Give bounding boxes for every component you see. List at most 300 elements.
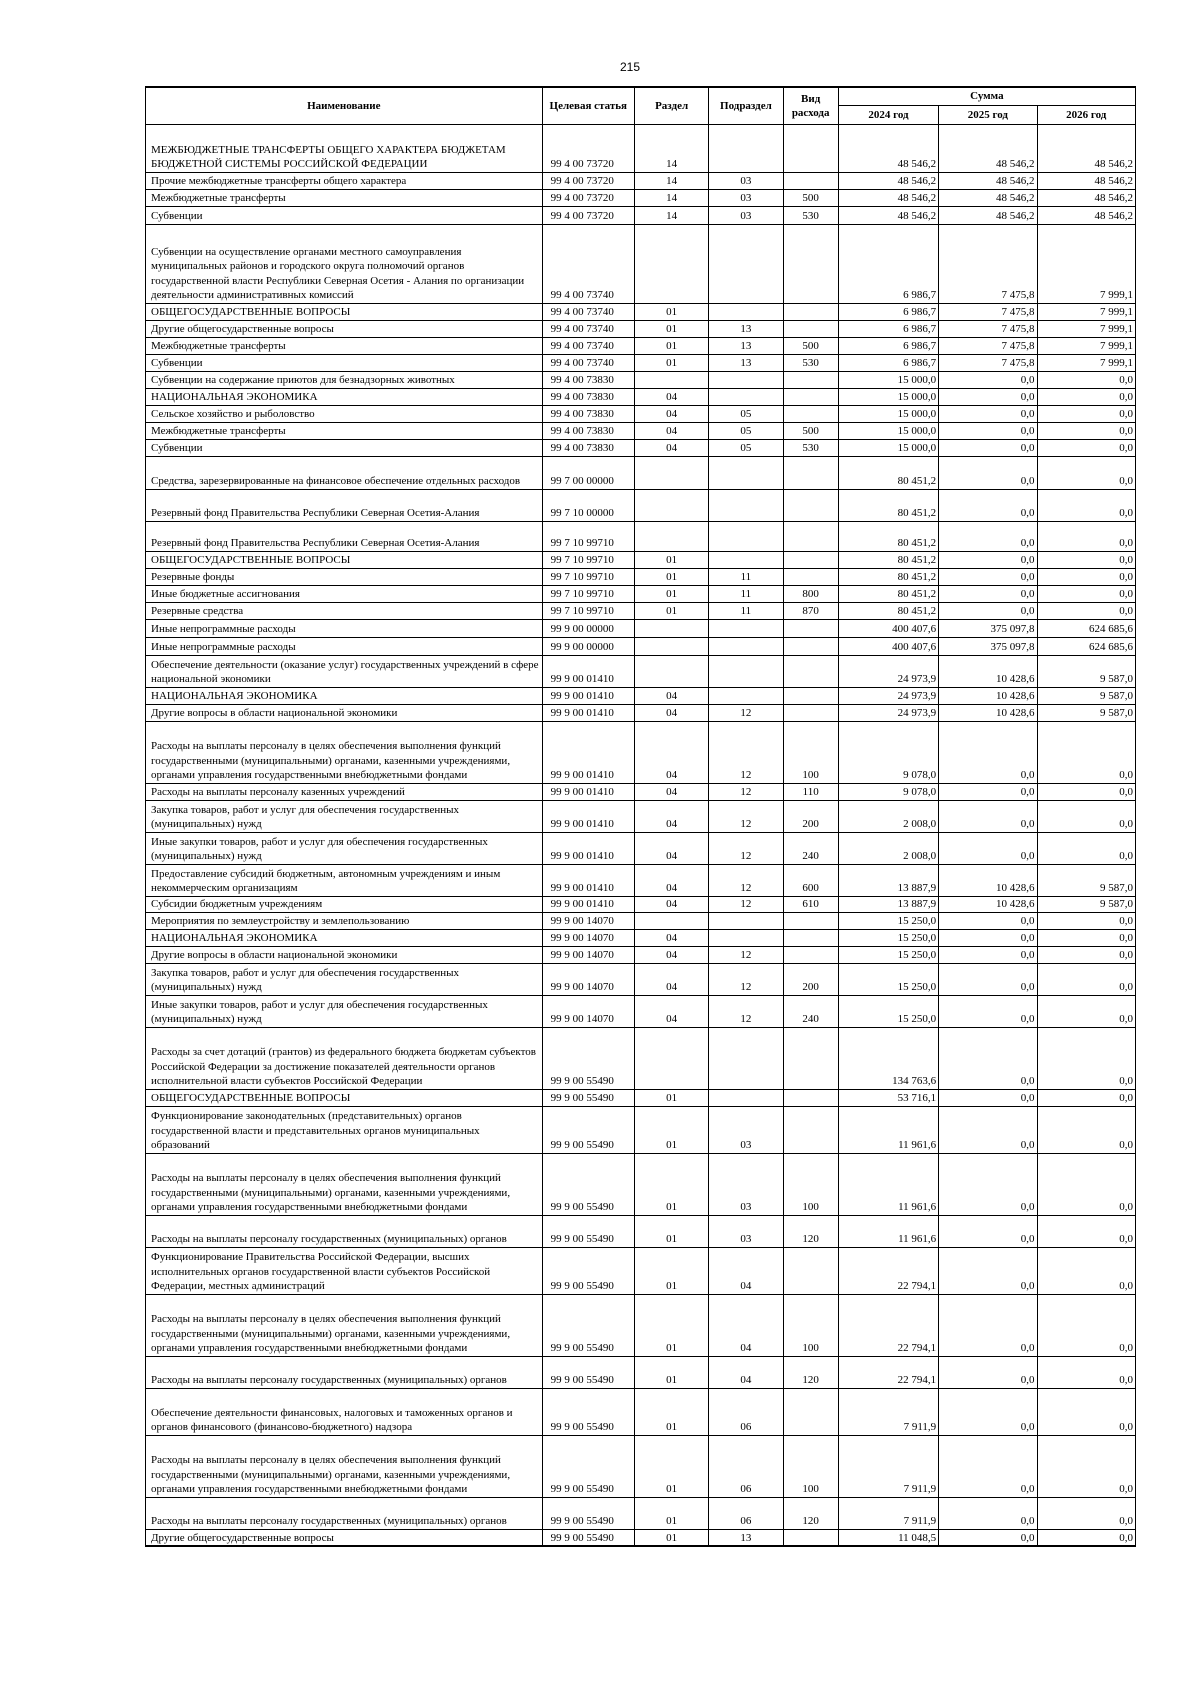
- row-name: Сельское хозяйство и рыболовство: [146, 405, 543, 422]
- table-row: [146, 1435, 1136, 1497]
- row-name: Расходы за счет дотаций (грантов) из федерального бюджета бюджетам субъектов Российской Федерации за достижение показателей деятельности органов исполнительной власти субъектов Российской Федерации: [146, 1027, 543, 1089]
- row-amount-2026: 0,0: [1037, 1529, 1135, 1546]
- row-expense-kind: [783, 1388, 838, 1435]
- row-name: Закупка товаров, работ и услуг для обеспечения государственных (муниципальных) нужд: [146, 963, 543, 995]
- row-target-article: 99 9 00 14070: [542, 912, 634, 929]
- row-section: 01: [634, 337, 708, 354]
- row-target-article: 99 9 00 55490: [542, 1215, 634, 1247]
- row-subsection: [709, 371, 783, 388]
- row-name: Предоставление субсидий бюджетным, автономным учреждениям и иным некоммерческим организациям: [146, 864, 543, 896]
- header-sum: Сумма: [838, 87, 1135, 105]
- table-row: [146, 619, 1136, 637]
- row-expense-kind: 600: [783, 864, 838, 896]
- row-expense-kind: [783, 303, 838, 320]
- row-target-article: 99 4 00 73740: [542, 354, 634, 371]
- row-section: 01: [634, 1497, 708, 1529]
- table-row: [146, 489, 1136, 521]
- row-amount-2026: 48 546,2: [1037, 189, 1135, 206]
- row-section: 04: [634, 783, 708, 800]
- row-expense-kind: 100: [783, 1294, 838, 1356]
- row-section: 01: [634, 1356, 708, 1388]
- row-section: 14: [634, 172, 708, 189]
- row-subsection: [709, 619, 783, 637]
- row-amount-2025: 0,0: [939, 1435, 1037, 1497]
- row-subsection: 11: [709, 585, 783, 602]
- row-amount-2026: 0,0: [1037, 1247, 1135, 1294]
- row-target-article: 99 4 00 73720: [542, 206, 634, 224]
- row-section: 04: [634, 800, 708, 832]
- row-expense-kind: [783, 388, 838, 405]
- row-section: 01: [634, 551, 708, 568]
- table-row: [146, 1294, 1136, 1356]
- row-section: 04: [634, 832, 708, 864]
- row-amount-2025: 0,0: [939, 783, 1037, 800]
- row-name: Расходы на выплаты персоналу в целях обеспечения выполнения функций государственными (муниципальными) органами, казенными учреждениями, органами управления государственными внебюджетными фондами: [146, 1435, 543, 1497]
- row-amount-2025: 0,0: [939, 721, 1037, 783]
- row-name: Иные непрограммные расходы: [146, 637, 543, 655]
- row-amount-2024: 15 000,0: [838, 405, 938, 422]
- row-amount-2024: 7 911,9: [838, 1388, 938, 1435]
- row-amount-2026: 7 999,1: [1037, 337, 1135, 354]
- row-expense-kind: 530: [783, 439, 838, 456]
- row-section: 14: [634, 206, 708, 224]
- row-amount-2026: 0,0: [1037, 422, 1135, 439]
- row-amount-2024: 13 887,9: [838, 896, 938, 912]
- row-name: Межбюджетные трансферты: [146, 337, 543, 354]
- row-target-article: 99 9 00 01410: [542, 800, 634, 832]
- row-amount-2025: 0,0: [939, 912, 1037, 929]
- row-subsection: 13: [709, 1529, 783, 1546]
- row-amount-2024: 80 451,2: [838, 602, 938, 619]
- row-section: 01: [634, 1106, 708, 1153]
- row-amount-2025: 0,0: [939, 963, 1037, 995]
- header-name: Наименование: [146, 87, 543, 124]
- row-expense-kind: [783, 456, 838, 489]
- row-amount-2024: 15 250,0: [838, 929, 938, 946]
- row-amount-2024: 2 008,0: [838, 832, 938, 864]
- header-subsection: Подраздел: [709, 87, 783, 124]
- row-amount-2026: 7 999,1: [1037, 224, 1135, 303]
- row-expense-kind: 500: [783, 337, 838, 354]
- table-row: [146, 995, 1136, 1027]
- row-amount-2025: 0,0: [939, 1089, 1037, 1106]
- row-name: Функционирование Правительства Российской Федерации, высших исполнительных органов государственной власти субъектов Российской Федерации, местных администраций: [146, 1247, 543, 1294]
- row-section: 04: [634, 422, 708, 439]
- row-section: 01: [634, 568, 708, 585]
- table-row: [146, 224, 1136, 303]
- row-amount-2026: 0,0: [1037, 388, 1135, 405]
- row-target-article: 99 4 00 73830: [542, 405, 634, 422]
- row-expense-kind: [783, 1106, 838, 1153]
- row-target-article: 99 9 00 01410: [542, 783, 634, 800]
- row-target-article: 99 9 00 14070: [542, 946, 634, 963]
- row-expense-kind: 120: [783, 1215, 838, 1247]
- table-row: [146, 783, 1136, 800]
- row-amount-2025: 0,0: [939, 521, 1037, 551]
- table-row: [146, 1215, 1136, 1247]
- table-header: [146, 87, 1136, 124]
- row-amount-2024: 48 546,2: [838, 206, 938, 224]
- row-expense-kind: [783, 320, 838, 337]
- row-name: Субвенции: [146, 206, 543, 224]
- row-amount-2026: 0,0: [1037, 963, 1135, 995]
- row-amount-2025: 0,0: [939, 1497, 1037, 1529]
- row-amount-2024: 9 078,0: [838, 721, 938, 783]
- row-name: Межбюджетные трансферты: [146, 189, 543, 206]
- row-amount-2026: 48 546,2: [1037, 124, 1135, 172]
- row-amount-2026: 0,0: [1037, 929, 1135, 946]
- row-section: 01: [634, 354, 708, 371]
- row-amount-2024: 15 250,0: [838, 995, 938, 1027]
- row-section: 01: [634, 1294, 708, 1356]
- table-row: [146, 963, 1136, 995]
- row-subsection: 04: [709, 1247, 783, 1294]
- row-name: Иные закупки товаров, работ и услуг для обеспечения государственных (муниципальных) нужд: [146, 995, 543, 1027]
- row-amount-2024: 80 451,2: [838, 489, 938, 521]
- row-subsection: 12: [709, 704, 783, 721]
- row-target-article: 99 7 10 99710: [542, 551, 634, 568]
- row-section: 01: [634, 1529, 708, 1546]
- row-amount-2026: 7 999,1: [1037, 303, 1135, 320]
- row-amount-2024: 7 911,9: [838, 1497, 938, 1529]
- row-subsection: 11: [709, 568, 783, 585]
- row-amount-2024: 15 000,0: [838, 422, 938, 439]
- table-row: [146, 896, 1136, 912]
- row-amount-2026: 0,0: [1037, 912, 1135, 929]
- row-name: Резервные средства: [146, 602, 543, 619]
- row-section: 04: [634, 946, 708, 963]
- table-row: [146, 721, 1136, 783]
- row-amount-2024: 24 973,9: [838, 704, 938, 721]
- row-expense-kind: [783, 704, 838, 721]
- row-subsection: 05: [709, 422, 783, 439]
- row-target-article: 99 4 00 73740: [542, 320, 634, 337]
- row-target-article: 99 9 00 00000: [542, 619, 634, 637]
- row-amount-2026: 0,0: [1037, 551, 1135, 568]
- row-amount-2025: 48 546,2: [939, 206, 1037, 224]
- row-amount-2026: 0,0: [1037, 832, 1135, 864]
- row-amount-2026: 0,0: [1037, 456, 1135, 489]
- row-target-article: 99 9 00 00000: [542, 637, 634, 655]
- row-target-article: 99 9 00 55490: [542, 1388, 634, 1435]
- row-section: 04: [634, 721, 708, 783]
- table-row: [146, 864, 1136, 896]
- row-subsection: 03: [709, 206, 783, 224]
- row-amount-2024: 6 986,7: [838, 224, 938, 303]
- row-name: Субсидии бюджетным учреждениям: [146, 896, 543, 912]
- row-section: 01: [634, 1388, 708, 1435]
- row-amount-2024: 6 986,7: [838, 337, 938, 354]
- row-target-article: 99 9 00 55490: [542, 1529, 634, 1546]
- row-amount-2026: 0,0: [1037, 800, 1135, 832]
- row-target-article: 99 7 10 99710: [542, 585, 634, 602]
- table-row: [146, 371, 1136, 388]
- row-name: Расходы на выплаты персоналу государственных (муниципальных) органов: [146, 1497, 543, 1529]
- row-amount-2025: 0,0: [939, 422, 1037, 439]
- row-expense-kind: [783, 655, 838, 687]
- row-subsection: [709, 224, 783, 303]
- row-target-article: 99 9 00 55490: [542, 1027, 634, 1089]
- row-amount-2026: 9 587,0: [1037, 655, 1135, 687]
- row-subsection: 13: [709, 320, 783, 337]
- row-amount-2025: 0,0: [939, 489, 1037, 521]
- row-target-article: 99 9 00 01410: [542, 832, 634, 864]
- table-row: [146, 912, 1136, 929]
- row-expense-kind: [783, 489, 838, 521]
- row-amount-2026: 0,0: [1037, 405, 1135, 422]
- table-row: [146, 704, 1136, 721]
- row-name: Расходы на выплаты персоналу в целях обеспечения выполнения функций государственными (муниципальными) органами, казенными учреждениями, органами управления государственными внебюджетными фондами: [146, 1294, 543, 1356]
- header-kind: Вид расхода: [783, 87, 838, 124]
- row-expense-kind: [783, 224, 838, 303]
- row-amount-2025: 7 475,8: [939, 337, 1037, 354]
- row-subsection: 12: [709, 946, 783, 963]
- row-name: Межбюджетные трансферты: [146, 422, 543, 439]
- row-subsection: 13: [709, 354, 783, 371]
- table-row: [146, 1247, 1136, 1294]
- row-expense-kind: [783, 568, 838, 585]
- row-subsection: [709, 388, 783, 405]
- row-subsection: 12: [709, 832, 783, 864]
- table-row: [146, 189, 1136, 206]
- row-target-article: 99 7 10 00000: [542, 489, 634, 521]
- table-row: [146, 521, 1136, 551]
- row-target-article: 99 7 10 99710: [542, 602, 634, 619]
- table-row: [146, 946, 1136, 963]
- row-amount-2025: 48 546,2: [939, 189, 1037, 206]
- row-target-article: 99 4 00 73830: [542, 371, 634, 388]
- table-row: [146, 800, 1136, 832]
- row-amount-2024: 80 451,2: [838, 551, 938, 568]
- row-subsection: [709, 124, 783, 172]
- row-expense-kind: 870: [783, 602, 838, 619]
- row-amount-2025: 0,0: [939, 1215, 1037, 1247]
- row-target-article: 99 9 00 01410: [542, 896, 634, 912]
- row-section: [634, 637, 708, 655]
- row-name: Субвенции на содержание приютов для безнадзорных животных: [146, 371, 543, 388]
- row-amount-2025: 0,0: [939, 995, 1037, 1027]
- row-amount-2024: 15 250,0: [838, 946, 938, 963]
- row-amount-2024: 80 451,2: [838, 521, 938, 551]
- table-row: [146, 405, 1136, 422]
- row-amount-2026: 0,0: [1037, 1106, 1135, 1153]
- row-subsection: 12: [709, 800, 783, 832]
- row-amount-2024: 11 961,6: [838, 1153, 938, 1215]
- row-expense-kind: 530: [783, 206, 838, 224]
- row-amount-2025: 0,0: [939, 929, 1037, 946]
- row-subsection: [709, 637, 783, 655]
- row-subsection: [709, 929, 783, 946]
- row-amount-2026: 9 587,0: [1037, 864, 1135, 896]
- row-amount-2025: 0,0: [939, 1106, 1037, 1153]
- table-row: [146, 1388, 1136, 1435]
- row-name: Расходы на выплаты персоналу в целях обеспечения выполнения функций государственными (муниципальными) органами, казенными учреждениями, органами управления государственными внебюджетными фондами: [146, 721, 543, 783]
- row-subsection: [709, 489, 783, 521]
- row-subsection: [709, 655, 783, 687]
- table-row: [146, 337, 1136, 354]
- row-amount-2025: 0,0: [939, 800, 1037, 832]
- row-target-article: 99 4 00 73830: [542, 439, 634, 456]
- row-subsection: 06: [709, 1388, 783, 1435]
- row-amount-2026: 624 685,6: [1037, 619, 1135, 637]
- row-target-article: 99 4 00 73830: [542, 388, 634, 405]
- row-section: 01: [634, 303, 708, 320]
- header-year-2026: 2026 год: [1037, 105, 1135, 124]
- row-amount-2025: 0,0: [939, 1027, 1037, 1089]
- row-expense-kind: 800: [783, 585, 838, 602]
- row-amount-2025: 10 428,6: [939, 655, 1037, 687]
- row-expense-kind: [783, 551, 838, 568]
- row-expense-kind: 120: [783, 1497, 838, 1529]
- row-name: НАЦИОНАЛЬНАЯ ЭКОНОМИКА: [146, 388, 543, 405]
- row-target-article: 99 9 00 01410: [542, 864, 634, 896]
- row-target-article: 99 7 10 99710: [542, 568, 634, 585]
- row-target-article: 99 9 00 55490: [542, 1153, 634, 1215]
- table-row: [146, 1153, 1136, 1215]
- row-name: Расходы на выплаты персоналу государственных (муниципальных) органов: [146, 1356, 543, 1388]
- row-subsection: [709, 456, 783, 489]
- row-expense-kind: [783, 371, 838, 388]
- row-amount-2024: 15 000,0: [838, 439, 938, 456]
- row-expense-kind: [783, 637, 838, 655]
- table-row: [146, 124, 1136, 172]
- row-amount-2025: 10 428,6: [939, 704, 1037, 721]
- row-target-article: 99 4 00 73740: [542, 337, 634, 354]
- row-expense-kind: [783, 172, 838, 189]
- row-name: Иные закупки товаров, работ и услуг для обеспечения государственных (муниципальных) нужд: [146, 832, 543, 864]
- row-amount-2026: 624 685,6: [1037, 637, 1135, 655]
- row-amount-2026: 48 546,2: [1037, 206, 1135, 224]
- row-amount-2026: 0,0: [1037, 1294, 1135, 1356]
- row-subsection: [709, 1027, 783, 1089]
- row-amount-2024: 7 911,9: [838, 1435, 938, 1497]
- row-amount-2025: 0,0: [939, 602, 1037, 619]
- row-target-article: 99 7 10 99710: [542, 521, 634, 551]
- table-row: [146, 1089, 1136, 1106]
- row-amount-2025: 7 475,8: [939, 224, 1037, 303]
- row-amount-2026: 0,0: [1037, 585, 1135, 602]
- table-row: [146, 637, 1136, 655]
- row-amount-2026: 7 999,1: [1037, 320, 1135, 337]
- row-section: 04: [634, 963, 708, 995]
- row-target-article: 99 9 00 55490: [542, 1247, 634, 1294]
- row-expense-kind: [783, 124, 838, 172]
- row-expense-kind: 200: [783, 800, 838, 832]
- row-name: ОБЩЕГОСУДАРСТВЕННЫЕ ВОПРОСЫ: [146, 551, 543, 568]
- row-amount-2026: 0,0: [1037, 946, 1135, 963]
- row-amount-2025: 0,0: [939, 1153, 1037, 1215]
- table-row: [146, 439, 1136, 456]
- row-amount-2025: 7 475,8: [939, 320, 1037, 337]
- row-name: Субвенции: [146, 354, 543, 371]
- row-section: 01: [634, 1153, 708, 1215]
- row-expense-kind: [783, 619, 838, 637]
- row-target-article: 99 9 00 14070: [542, 929, 634, 946]
- table-row: [146, 929, 1136, 946]
- table-row: [146, 1106, 1136, 1153]
- table-row: [146, 206, 1136, 224]
- row-subsection: 12: [709, 721, 783, 783]
- row-expense-kind: [783, 912, 838, 929]
- row-amount-2025: 0,0: [939, 551, 1037, 568]
- row-amount-2025: 0,0: [939, 946, 1037, 963]
- row-amount-2026: 9 587,0: [1037, 896, 1135, 912]
- row-amount-2026: 9 587,0: [1037, 687, 1135, 704]
- row-name: Другие вопросы в области национальной экономики: [146, 946, 543, 963]
- row-amount-2025: 10 428,6: [939, 687, 1037, 704]
- row-expense-kind: 200: [783, 963, 838, 995]
- row-amount-2025: 0,0: [939, 585, 1037, 602]
- table-row: [146, 172, 1136, 189]
- row-name: Резервные фонды: [146, 568, 543, 585]
- row-section: 01: [634, 1089, 708, 1106]
- row-section: 01: [634, 320, 708, 337]
- row-amount-2025: 7 475,8: [939, 303, 1037, 320]
- row-name: Мероприятия по землеустройству и землепользованию: [146, 912, 543, 929]
- row-subsection: [709, 303, 783, 320]
- row-name: Иные бюджетные ассигнования: [146, 585, 543, 602]
- row-subsection: 03: [709, 1153, 783, 1215]
- row-section: 01: [634, 602, 708, 619]
- row-section: 04: [634, 405, 708, 422]
- row-amount-2025: 0,0: [939, 371, 1037, 388]
- row-section: [634, 655, 708, 687]
- row-expense-kind: 100: [783, 721, 838, 783]
- row-expense-kind: [783, 946, 838, 963]
- row-amount-2024: 400 407,6: [838, 637, 938, 655]
- row-subsection: 13: [709, 337, 783, 354]
- row-amount-2025: 375 097,8: [939, 619, 1037, 637]
- row-amount-2024: 134 763,6: [838, 1027, 938, 1089]
- table-row: [146, 388, 1136, 405]
- row-subsection: 03: [709, 172, 783, 189]
- row-amount-2026: 0,0: [1037, 602, 1135, 619]
- row-amount-2026: 0,0: [1037, 568, 1135, 585]
- table-row: [146, 655, 1136, 687]
- row-subsection: 12: [709, 896, 783, 912]
- row-name: Расходы на выплаты персоналу казенных учреждений: [146, 783, 543, 800]
- row-amount-2024: 11 961,6: [838, 1106, 938, 1153]
- row-amount-2026: 0,0: [1037, 995, 1135, 1027]
- row-target-article: 99 4 00 73720: [542, 189, 634, 206]
- row-expense-kind: [783, 521, 838, 551]
- row-target-article: 99 4 00 73740: [542, 303, 634, 320]
- row-name: ОБЩЕГОСУДАРСТВЕННЫЕ ВОПРОСЫ: [146, 303, 543, 320]
- row-name: ОБЩЕГОСУДАРСТВЕННЫЕ ВОПРОСЫ: [146, 1089, 543, 1106]
- row-amount-2024: 80 451,2: [838, 568, 938, 585]
- row-expense-kind: [783, 1247, 838, 1294]
- row-amount-2025: 0,0: [939, 388, 1037, 405]
- row-amount-2025: 0,0: [939, 1247, 1037, 1294]
- row-expense-kind: 240: [783, 832, 838, 864]
- row-expense-kind: 610: [783, 896, 838, 912]
- row-section: 04: [634, 687, 708, 704]
- row-amount-2026: 0,0: [1037, 783, 1135, 800]
- row-target-article: 99 9 00 01410: [542, 687, 634, 704]
- row-target-article: 99 9 00 01410: [542, 721, 634, 783]
- row-name: НАЦИОНАЛЬНАЯ ЭКОНОМИКА: [146, 929, 543, 946]
- row-subsection: 12: [709, 995, 783, 1027]
- row-section: 01: [634, 1435, 708, 1497]
- row-amount-2024: 9 078,0: [838, 783, 938, 800]
- row-amount-2026: 0,0: [1037, 1027, 1135, 1089]
- table-row: [146, 303, 1136, 320]
- budget-table: [145, 86, 1136, 1547]
- row-section: 04: [634, 864, 708, 896]
- row-amount-2026: 9 587,0: [1037, 704, 1135, 721]
- row-name: Прочие межбюджетные трансферты общего характера: [146, 172, 543, 189]
- table-row: [146, 1356, 1136, 1388]
